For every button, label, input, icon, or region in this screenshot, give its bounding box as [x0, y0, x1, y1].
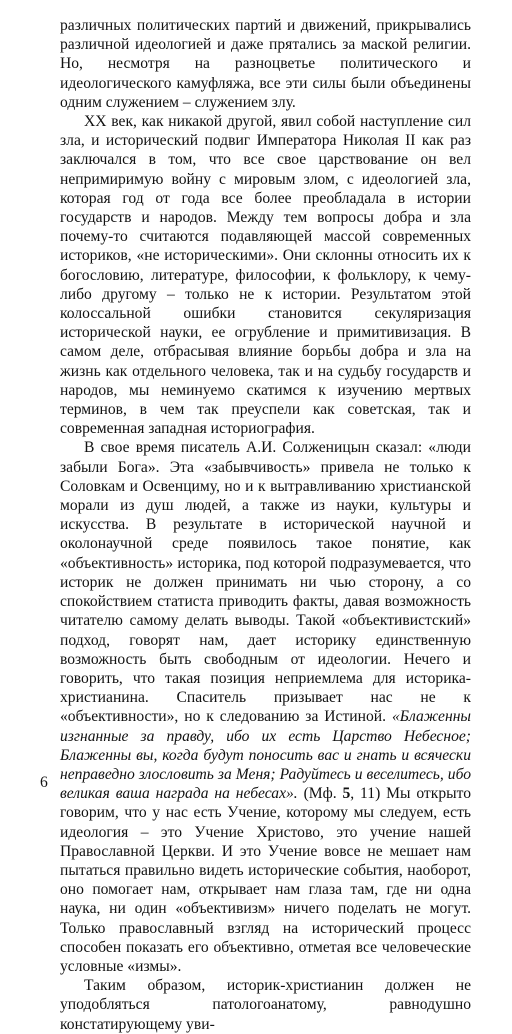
body-text	[60, 16, 471, 1034]
paragraph-text: (Мф.	[297, 785, 343, 803]
scripture-quote: «Блаженны изгнанные за правду, ибо их есть Царство Небесное; Блаженны вы, когда будут поносить вас и гнать и всячески неправедно злословить за Меня; Радуйтесь и веселитесь, ибо великая ваша награда на небесах».	[60, 708, 471, 803]
paragraph	[60, 438, 471, 976]
paragraph-text: различных политических партий и движений, прикрывались различной идеологией и даже прятались за маской религии. Но, несмотря на разноцветье политического и идеологического камуфляжа, все эти силы были объединены одним служением – служением злу.	[60, 17, 471, 111]
page-number: 6	[40, 774, 48, 791]
paragraph	[60, 16, 471, 112]
paragraph-text: Таким образом, историк-христианин должен не уподобляться патологоанатому, равнодушно констатирующему уви-	[60, 977, 471, 1033]
paragraph-text: В свое время писатель А.И. Солженицын сказал: «люди забыли Бога». Эта «забывчивость» привела не только к Соловкам и Освенциму, но и к вытравливанию христианской морали из душ людей, а также из науки, культуры и искусства. В результате в исторической научной и околонаучной среде появилось такое понятие, как «объективность» историка, под которой подразумевается, что историк не должен принимать ни чью сторону, а со спокойствием статиста приводить факты, давая возможность читателю самому делать выводы. Такой «объективистский» подход, говорят нам, дает историку единственную возможность быть свободным от идеологии. Нечего и говорить, что такая позиция неприемлема для историка-христианина. Спаситель призывает нас не к «объективности», но к следованию за Истиной.	[60, 439, 471, 726]
paragraph	[60, 976, 471, 1034]
paragraph-text: , 11) Мы открыто говорим, что у нас есть Учение, которому мы следуем, есть идеология – это Учение Христово, это учение нашей Православной Церкви. И это Учение вовсе не мешает нам пытаться правильно видеть исторические события, наоборот, оно помогает нам, открывает нам глаза там, где ни одна наука, ни один «объективизм» ничего поделать не могут. Только православный взгляд на исторический процесс способен показать его объективно, отметая все человеческие условные «измы».	[60, 785, 471, 975]
paragraph-text: XX век, как никакой другой, явил собой наступление сил зла, и исторический подвиг Императора Николая II как раз заключался в том, что все свое царствование он вел непримиримую войну с мировым злом, с идеологией зла, которая год от года все более преобладала в истории государств и народов. Между тем вопросы добра и зла почему-то считаются подавляющей массой современных историков, «не историческими». Они склонны относить их к богословию, литературе, философии, к фольклору, к чему-либо другому – только не к истории. Результатом этой колоссальной ошибки становится секуляризация исторической науки, ее огрубление и примитивизация. В самом деле, отбрасывая влияние борьбы добра и зла на жизнь как отдельного человека, так и на судьбу государств и народов, мы неминуемо скатимся к изучению мертвых терминов, в чем так преуспели как советская, так и современная западная историография.	[60, 113, 471, 438]
paragraph	[60, 112, 471, 438]
verse-number: 5	[342, 785, 351, 803]
